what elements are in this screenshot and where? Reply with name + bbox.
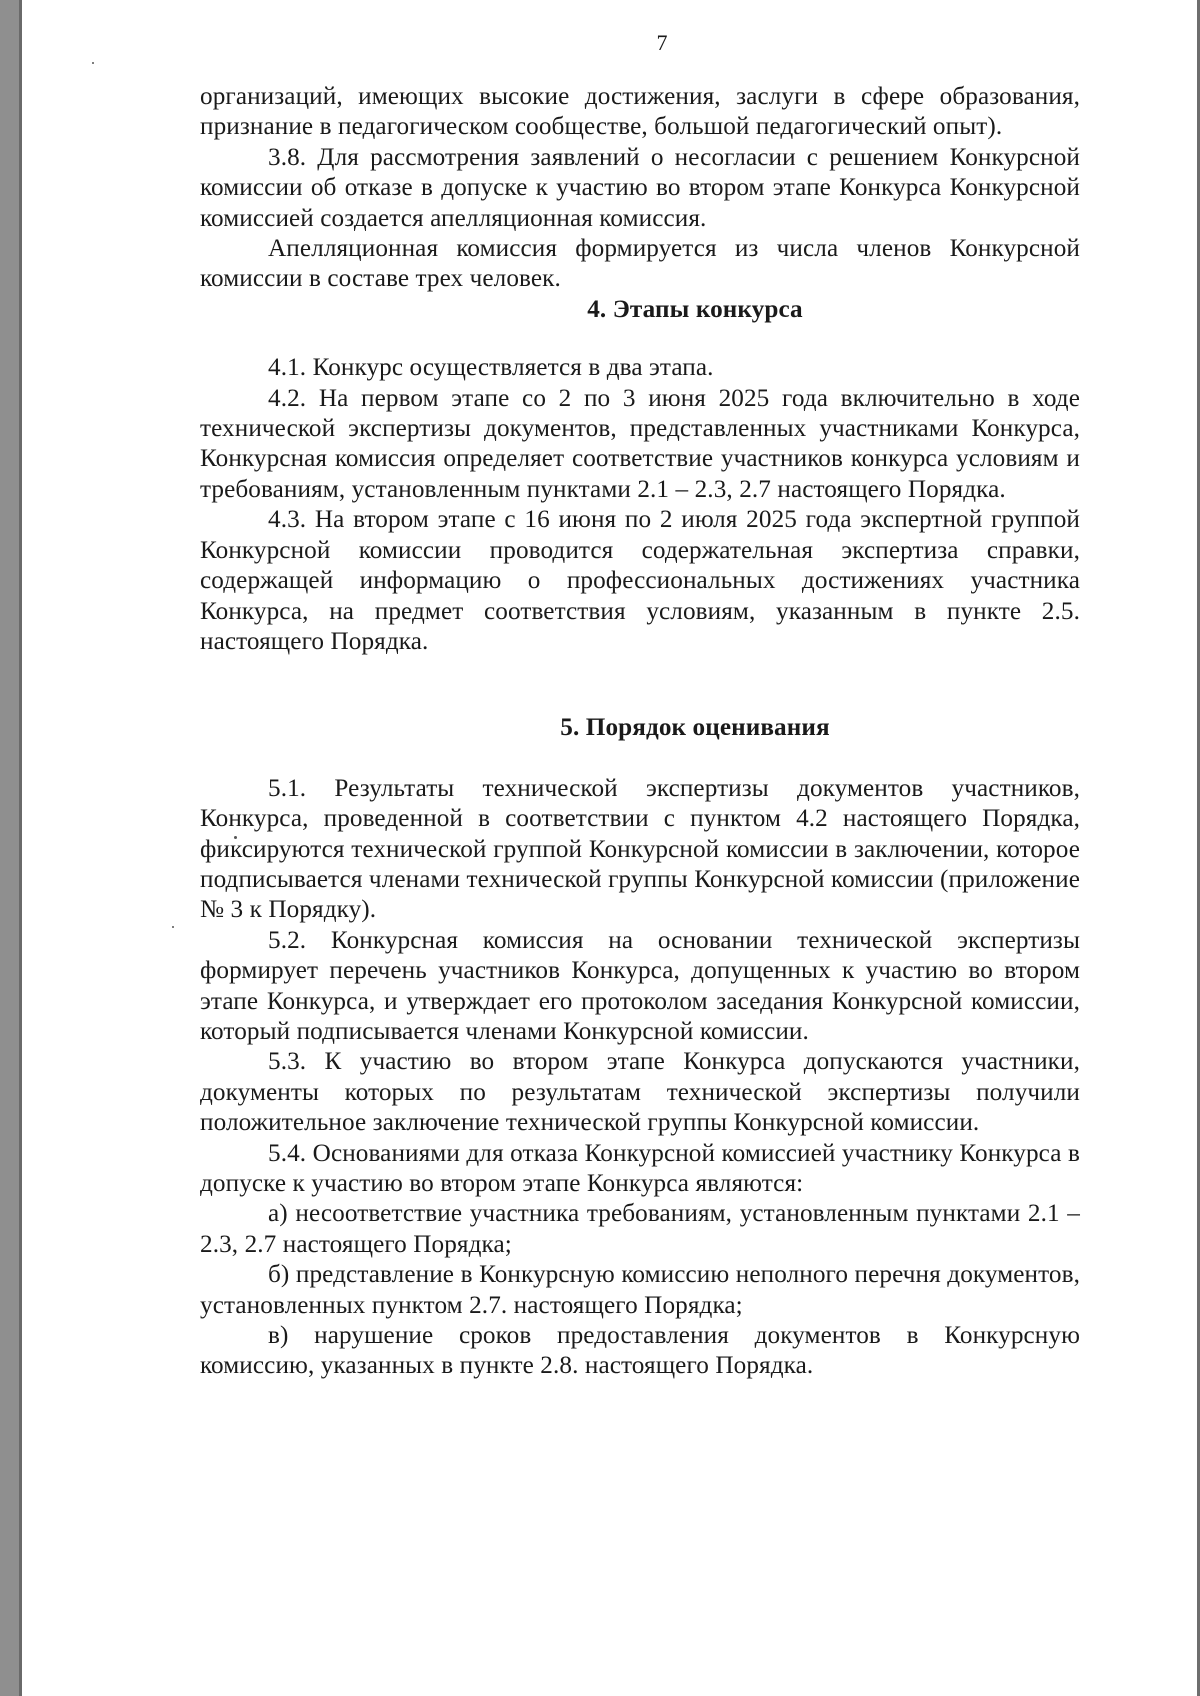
list-item-b: б) представление в Конкурсную комиссию неполного перечня документов, установленных пунктом 2.7. настоящего Порядка;	[200, 1261, 1080, 1319]
paragraph-4-1: 4.1. Конкурс осуществляется в два этапа.	[268, 354, 714, 382]
document-body	[200, 82, 1080, 1382]
paragraph-5-4: 5.4. Основаниями для отказа Конкурсной комиссией участнику Конкурса в допуске к участию во втором этапе Конкурса являются:	[200, 1139, 1080, 1197]
paragraph-4-3: 4.3. На втором этапе с 16 июня по 2 июля 2025 года экспертной группой Конкурсной комиссии проводится содержательная экспертиза справки, содержащей информацию о профессиональных достижениях участника Конкурса, на предмет соответствия условиям, указанным в пункте 2.5. настоящего Порядка.	[200, 506, 1080, 655]
paragraph-4-2: 4.2. На первом этапе со 2 по 3 июня 2025 года включительно в ходе технической экспертизы документов, представленных участниками Конкурса, Конкурсная комиссия определяет соответствие участников конкурса условиям и требованиям, установленным пунктами 2.1 – 2.3, 2.7 настоящего Порядка.	[200, 384, 1080, 503]
section-heading-5: 5. Порядок оценивания	[560, 714, 830, 742]
paragraph-5-1: 5.1. Результаты технической экспертизы документов участников, Конкурса, проведенной в соответствии с пунктом 4.2 настоящего Порядка, фиксируются технической группой Конкурсной комиссии в заключении, которое подписывается членами технической группы Конкурсной комиссии (приложение № 3 к Порядку).	[200, 774, 1080, 924]
document-page	[22, 0, 1197, 1696]
paragraph-3-8: 3.8. Для рассмотрения заявлений о несогласии с решением Конкурсной комиссии об отказе в допуске к участию во втором этапе Конкурса Конкурсной комиссией создается апелляционная комиссия.	[200, 143, 1080, 232]
paragraph-continuation: организаций, имеющих высокие достижения, заслуги в сфере образования, признание в педагогическом сообществе, большой педагогический опыт).	[200, 83, 1080, 141]
paragraph-appeal-commission: Апелляционная комиссия формируется из числа членов Конкурсной комиссии в составе трех человек.	[200, 235, 1080, 293]
scan-left-edge	[0, 0, 22, 1696]
list-item-a: а) несоответствие участника требованиям, установленным пунктами 2.1 – 2.3, 2.7 настоящего Порядка;	[200, 1200, 1080, 1258]
page-number: 7	[656, 30, 668, 55]
spacer	[200, 657, 1080, 713]
spacer	[200, 744, 1080, 774]
paragraph-5-3: 5.3. К участию во втором этапе Конкурса допускаются участники, документы которых по результатам технической экспертизы получили положительное заключение технической группы Конкурсной комиссии.	[200, 1048, 1080, 1137]
scan-speck	[92, 62, 94, 64]
paragraph-5-2: 5.2. Конкурсная комиссия на основании технической экспертизы формирует перечень участников Конкурса, допущенных к участию во втором этапе Конкурса, и утверждает его протоколом заседания Конкурсной комиссии, который подписывается членами Конкурсной комиссии.	[200, 926, 1080, 1045]
scan-speck	[172, 926, 174, 928]
section-heading-4: 4. Этапы конкурса	[587, 295, 803, 323]
list-item-v: в) нарушение сроков предоставления документов в Конкурсную комиссию, указанных в пункте 2.8. настоящего Порядка.	[200, 1322, 1080, 1380]
spacer	[200, 325, 1080, 353]
